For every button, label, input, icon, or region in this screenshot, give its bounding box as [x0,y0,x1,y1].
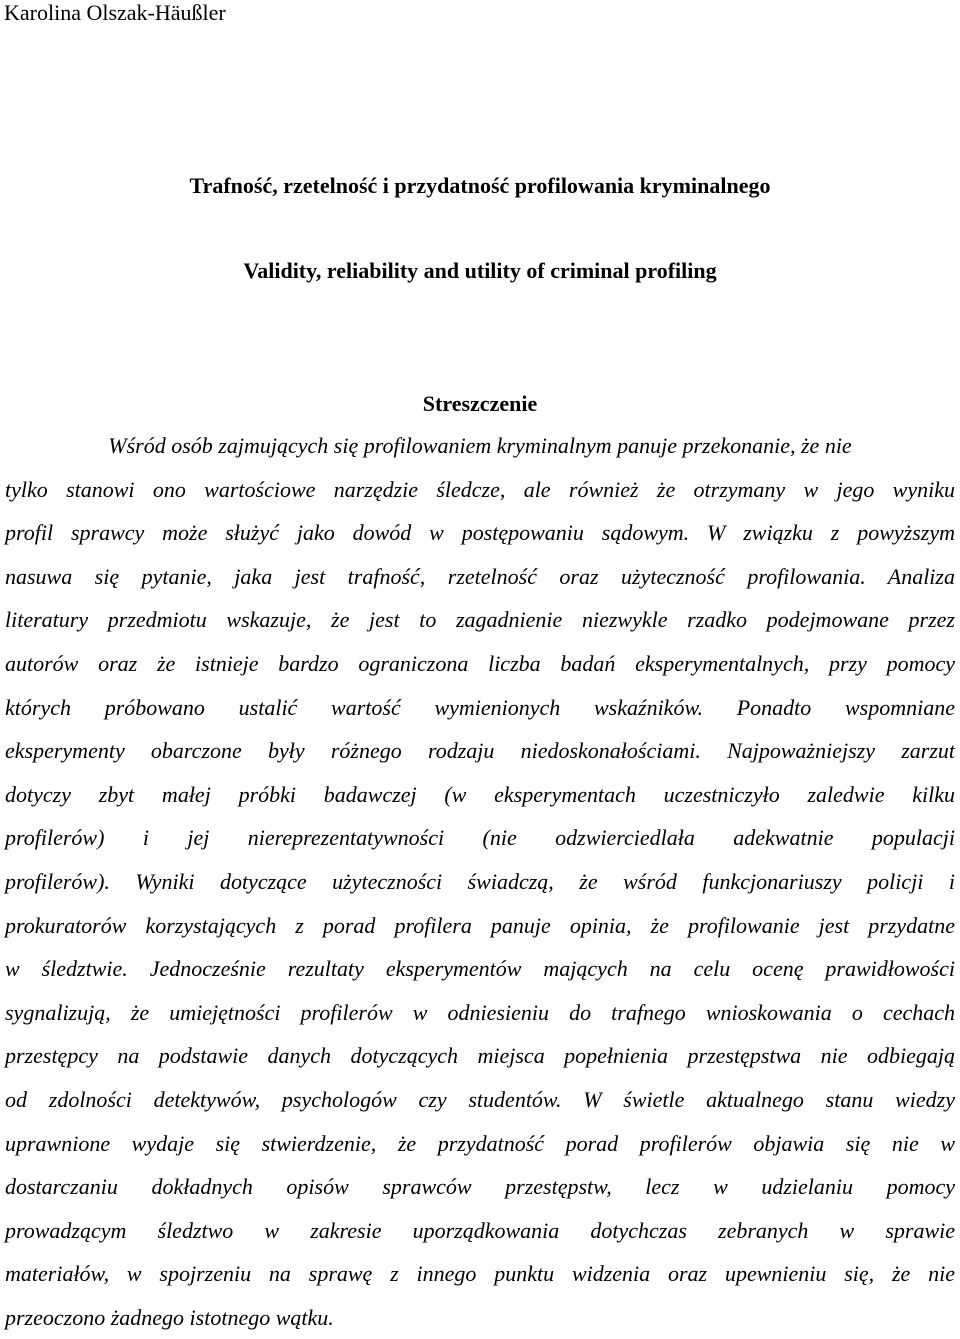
abstract-line: w śledztwie. Jednocześnie rezultaty eksperymentów mających na celu ocenę prawidłowości [5,956,955,982]
title-english: Validity, reliability and utility of criminal profiling [243,258,717,283]
abstract-heading: Streszczenie [422,391,538,416]
abstract-line: nasuwa się pytanie, jaka jest trafność, rzetelność oraz użyteczność profilowania. Analiza [5,563,955,589]
abstract-line: eksperymenty obarczone były różnego rodzaju niedoskonałościami. Najpoważniejszy zarzut [5,738,955,764]
abstract-line: profilerów) i jej niereprezentatywności (nie odzwierciedlała adekwatnie populacji [5,825,955,851]
abstract-line: tylko stanowi ono wartościowe narzędzie śledcze, ale również że otrzymany w jego wyniku [5,476,955,502]
abstract-line: przestępcy na podstawie danych dotyczących miejsca popełnienia przestępstwa nie odbiegają [5,1043,955,1069]
abstract-line: dostarczaniu dokładnych opisów sprawców przestępstw, lecz w udzielaniu pomocy [5,1174,955,1200]
author-name: Karolina Olszak-Häußler [4,0,226,25]
abstract-body [5,424,955,1339]
title-polish: Trafność, rzetelność i przydatność profilowania kryminalnego [189,173,771,198]
abstract-line: profil sprawcy może służyć jako dowód w postępowaniu sądowym. W związku z powyższym [5,520,955,546]
abstract-line: prokuratorów korzystających z porad profilera panuje opinia, że profilowanie jest przydatne [5,912,955,938]
abstract-line: sygnalizują, że umiejętności profilerów w odniesieniu do trafnego wnioskowania o cechach [5,999,955,1025]
abstract-line: materiałów, w spojrzeniu na sprawę z innego punktu widzenia oraz upewnieniu się, że nie [5,1261,955,1287]
abstract-line: dotyczy zbyt małej próbki badawczej (w eksperymentach uczestniczyło zaledwie kilku [5,781,955,807]
abstract-line: których próbowano ustalić wartość wymienionych wskaźników. Ponadto wspomniane [5,694,955,720]
abstract-line: prowadzącym śledztwo w zakresie uporządkowania dotychczas zebranych w sprawie [5,1217,955,1243]
abstract-line: przeoczono żadnego istotnego wątku. [5,1304,334,1330]
abstract-line: literatury przedmiotu wskazuje, że jest to zagadnienie niezwykle rzadko podejmowane przez [5,607,955,633]
abstract-line: Wśród osób zajmujących się profilowaniem kryminalnym panuje przekonanie, że nie [108,433,852,458]
abstract-line: profilerów). Wyniki dotyczące użyteczności świadczą, że wśród funkcjonariuszy policji i [5,868,955,894]
abstract-line: od zdolności detektywów, psychologów czy studentów. W świetle aktualnego stanu wiedzy [5,1086,955,1112]
abstract-line: autorów oraz że istnieje bardzo ograniczona liczba badań eksperymentalnych, przy pomocy [5,650,955,676]
abstract-line: uprawnione wydaje się stwierdzenie, że przydatność porad profilerów objawia się nie w [5,1130,955,1156]
